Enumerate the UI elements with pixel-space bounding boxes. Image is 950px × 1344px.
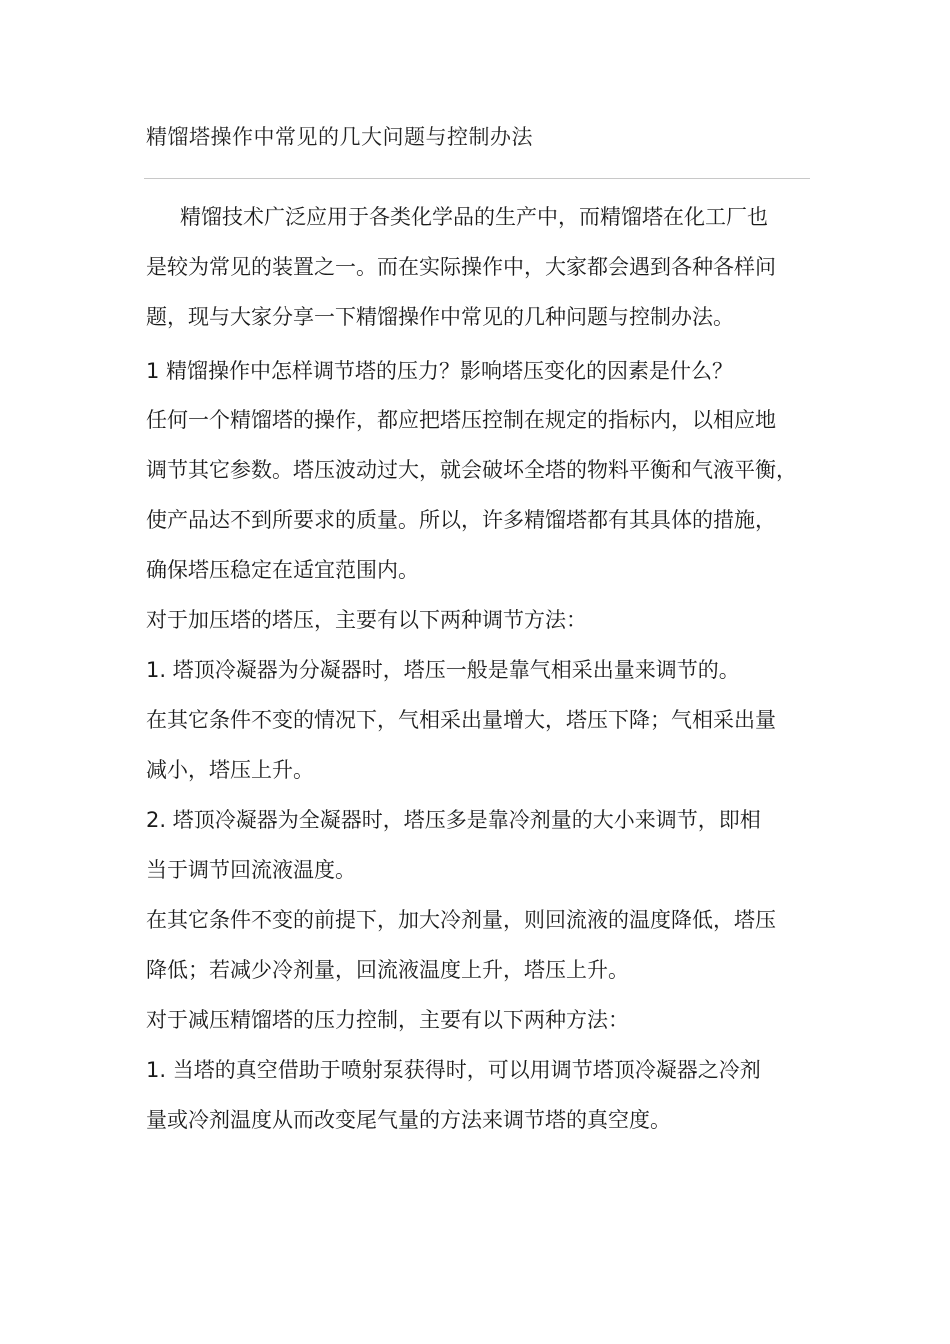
document-title: 精馏塔操作中常见的几大问题与控制办法 xyxy=(146,125,533,149)
paragraph-line: 量或冷剂温度从而改变尾气量的方法来调节塔的真空度。 xyxy=(146,1108,671,1132)
paragraph-line: 题，现与大家分享一下精馏操作中常见的几种问题与控制办法。 xyxy=(146,305,734,329)
paragraph-line: 是较为常见的装置之一。而在实际操作中，大家都会遇到各种各样问 xyxy=(146,255,776,279)
paragraph-line: 对于加压塔的塔压，主要有以下两种调节方法： xyxy=(146,608,587,632)
list-item: 2. 塔顶冷凝器为全凝器时，塔压多是靠冷剂量的大小来调节，即相 xyxy=(146,808,761,832)
paragraph-line: 任何一个精馏塔的操作，都应把塔压控制在规定的指标内，以相应地 xyxy=(146,408,776,432)
paragraph-line: 调节其它参数。塔压波动过大，就会破坏全塔的物料平衡和气液平衡， xyxy=(146,458,797,482)
paragraph-line: 当于调节回流液温度。 xyxy=(146,858,356,882)
paragraph-line: 精馏技术广泛应用于各类化学品的生产中，而精馏塔在化工厂也 xyxy=(180,205,768,229)
paragraph-line: 确保塔压稳定在适宜范围内。 xyxy=(146,558,419,582)
paragraph-line: 降低；若减少冷剂量，回流液温度上升，塔压上升。 xyxy=(146,958,629,982)
title-divider xyxy=(144,178,810,179)
paragraph-line: 对于减压精馏塔的压力控制，主要有以下两种方法： xyxy=(146,1008,629,1032)
paragraph-line: 减小，塔压上升。 xyxy=(146,758,314,782)
list-item: 1. 当塔的真空借助于喷射泵获得时，可以用调节塔顶冷凝器之冷剂 xyxy=(146,1058,761,1082)
paragraph-line: 在其它条件不变的情况下，气相采出量增大，塔压下降；气相采出量 xyxy=(146,708,776,732)
paragraph-line: 使产品达不到所要求的质量。所以，许多精馏塔都有其具体的措施， xyxy=(146,508,776,532)
section-heading: 1 精馏操作中怎样调节塔的压力？影响塔压变化的因素是什么？ xyxy=(146,359,734,383)
paragraph-line: 在其它条件不变的前提下，加大冷剂量，则回流液的温度降低，塔压 xyxy=(146,908,776,932)
list-item: 1. 塔顶冷凝器为分凝器时，塔压一般是靠气相采出量来调节的。 xyxy=(146,658,740,682)
